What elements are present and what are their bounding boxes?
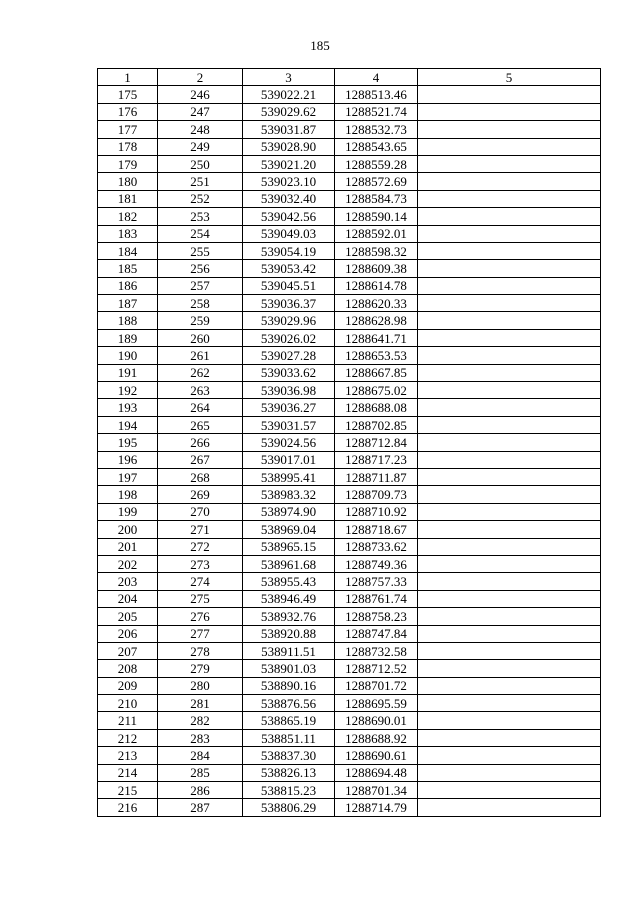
table-cell bbox=[418, 486, 601, 503]
table-cell bbox=[418, 660, 601, 677]
table-row bbox=[98, 590, 601, 607]
table-cell: 177 bbox=[98, 121, 158, 138]
table-cell: 1288712.52 bbox=[335, 660, 418, 677]
table-cell: 184 bbox=[98, 242, 158, 259]
table-cell: 198 bbox=[98, 486, 158, 503]
table-cell: 1288614.78 bbox=[335, 277, 418, 294]
table-cell: 248 bbox=[158, 121, 243, 138]
table-header-row bbox=[98, 69, 601, 86]
table-cell: 1288572.69 bbox=[335, 173, 418, 190]
table-cell: 539031.87 bbox=[243, 121, 335, 138]
table-cell: 181 bbox=[98, 190, 158, 207]
table-cell: 196 bbox=[98, 451, 158, 468]
table-cell: 1288667.85 bbox=[335, 364, 418, 381]
table-cell: 539024.56 bbox=[243, 434, 335, 451]
table-cell: 251 bbox=[158, 173, 243, 190]
table-cell bbox=[418, 747, 601, 764]
table-cell: 539022.21 bbox=[243, 86, 335, 103]
column-header: 5 bbox=[418, 69, 601, 86]
table-cell bbox=[418, 712, 601, 729]
table-cell: 276 bbox=[158, 608, 243, 625]
table-cell: 538815.23 bbox=[243, 782, 335, 799]
table-row bbox=[98, 660, 601, 677]
table-cell: 538955.43 bbox=[243, 573, 335, 590]
table-cell: 285 bbox=[158, 764, 243, 781]
table-cell: 539042.56 bbox=[243, 208, 335, 225]
table-cell: 1288688.92 bbox=[335, 729, 418, 746]
table-cell: 538969.04 bbox=[243, 521, 335, 538]
table-cell: 202 bbox=[98, 555, 158, 572]
table-row bbox=[98, 121, 601, 138]
table-cell: 538851.11 bbox=[243, 729, 335, 746]
table-cell bbox=[418, 347, 601, 364]
table-cell: 1288749.36 bbox=[335, 555, 418, 572]
table-cell: 539028.90 bbox=[243, 138, 335, 155]
table-cell: 1288592.01 bbox=[335, 225, 418, 242]
table-row bbox=[98, 642, 601, 659]
table-cell: 255 bbox=[158, 242, 243, 259]
table-cell bbox=[418, 103, 601, 120]
table-cell: 258 bbox=[158, 295, 243, 312]
table-cell: 284 bbox=[158, 747, 243, 764]
table-cell: 538974.90 bbox=[243, 503, 335, 520]
table-cell: 1288532.73 bbox=[335, 121, 418, 138]
table-cell: 249 bbox=[158, 138, 243, 155]
table-row bbox=[98, 468, 601, 485]
table-row bbox=[98, 712, 601, 729]
table-cell: 203 bbox=[98, 573, 158, 590]
table-row bbox=[98, 225, 601, 242]
table-cell: 206 bbox=[98, 625, 158, 642]
table-cell: 269 bbox=[158, 486, 243, 503]
table-cell: 180 bbox=[98, 173, 158, 190]
table-cell: 538806.29 bbox=[243, 799, 335, 816]
table-cell: 253 bbox=[158, 208, 243, 225]
table-cell: 247 bbox=[158, 103, 243, 120]
table-row bbox=[98, 312, 601, 329]
table-cell: 1288609.38 bbox=[335, 260, 418, 277]
table-row bbox=[98, 86, 601, 103]
table-cell: 539027.28 bbox=[243, 347, 335, 364]
table-cell bbox=[418, 729, 601, 746]
table-row bbox=[98, 277, 601, 294]
table-cell bbox=[418, 329, 601, 346]
table-cell: 539032.40 bbox=[243, 190, 335, 207]
table-row bbox=[98, 190, 601, 207]
table-row bbox=[98, 677, 601, 694]
table-cell bbox=[418, 138, 601, 155]
table-cell: 539036.27 bbox=[243, 399, 335, 416]
table-cell: 207 bbox=[98, 642, 158, 659]
table-cell: 191 bbox=[98, 364, 158, 381]
table-cell: 1288761.74 bbox=[335, 590, 418, 607]
table-cell bbox=[418, 86, 601, 103]
table-cell: 187 bbox=[98, 295, 158, 312]
table-cell: 266 bbox=[158, 434, 243, 451]
table-cell bbox=[418, 538, 601, 555]
table-cell: 539023.10 bbox=[243, 173, 335, 190]
table-cell: 274 bbox=[158, 573, 243, 590]
table-cell: 1288694.48 bbox=[335, 764, 418, 781]
table-cell: 275 bbox=[158, 590, 243, 607]
table-cell: 1288688.08 bbox=[335, 399, 418, 416]
table-cell: 1288712.84 bbox=[335, 434, 418, 451]
table-cell: 279 bbox=[158, 660, 243, 677]
table-cell: 538965.15 bbox=[243, 538, 335, 555]
table-cell: 1288620.33 bbox=[335, 295, 418, 312]
table-cell bbox=[418, 208, 601, 225]
table-cell: 1288717.23 bbox=[335, 451, 418, 468]
table-cell: 256 bbox=[158, 260, 243, 277]
table-cell: 1288513.46 bbox=[335, 86, 418, 103]
table-cell bbox=[418, 764, 601, 781]
table-cell: 1288747.84 bbox=[335, 625, 418, 642]
table-cell: 538876.56 bbox=[243, 695, 335, 712]
table-cell: 1288690.61 bbox=[335, 747, 418, 764]
table-cell: 1288711.87 bbox=[335, 468, 418, 485]
table-row bbox=[98, 399, 601, 416]
table-cell: 538961.68 bbox=[243, 555, 335, 572]
table-row bbox=[98, 503, 601, 520]
table-cell: 175 bbox=[98, 86, 158, 103]
table-row bbox=[98, 625, 601, 642]
table-cell: 1288559.28 bbox=[335, 155, 418, 172]
table-cell bbox=[418, 225, 601, 242]
table-cell: 538983.32 bbox=[243, 486, 335, 503]
table-cell: 538932.76 bbox=[243, 608, 335, 625]
table-cell: 262 bbox=[158, 364, 243, 381]
table-cell: 1288732.58 bbox=[335, 642, 418, 659]
table-row bbox=[98, 364, 601, 381]
table-cell bbox=[418, 677, 601, 694]
page-number: 185 bbox=[310, 38, 330, 53]
table-cell: 280 bbox=[158, 677, 243, 694]
table-cell: 277 bbox=[158, 625, 243, 642]
table-cell bbox=[418, 642, 601, 659]
table-cell: 539036.37 bbox=[243, 295, 335, 312]
table-row bbox=[98, 173, 601, 190]
table-cell: 538920.88 bbox=[243, 625, 335, 642]
table-cell: 265 bbox=[158, 416, 243, 433]
table-cell: 1288675.02 bbox=[335, 382, 418, 399]
table-cell: 200 bbox=[98, 521, 158, 538]
table-row bbox=[98, 138, 601, 155]
table-cell bbox=[418, 416, 601, 433]
table-cell: 539021.20 bbox=[243, 155, 335, 172]
table-cell: 1288733.62 bbox=[335, 538, 418, 555]
table-cell: 197 bbox=[98, 468, 158, 485]
table-cell: 176 bbox=[98, 103, 158, 120]
table-row bbox=[98, 555, 601, 572]
table-row bbox=[98, 486, 601, 503]
table-cell bbox=[418, 173, 601, 190]
table-cell: 261 bbox=[158, 347, 243, 364]
table-cell: 1288590.14 bbox=[335, 208, 418, 225]
table-cell: 287 bbox=[158, 799, 243, 816]
table-cell: 185 bbox=[98, 260, 158, 277]
table-row bbox=[98, 764, 601, 781]
column-header: 3 bbox=[243, 69, 335, 86]
table-row bbox=[98, 521, 601, 538]
table-cell: 1288628.98 bbox=[335, 312, 418, 329]
table-cell: 1288701.72 bbox=[335, 677, 418, 694]
column-header: 2 bbox=[158, 69, 243, 86]
table-cell: 211 bbox=[98, 712, 158, 729]
table-cell: 273 bbox=[158, 555, 243, 572]
table-cell: 204 bbox=[98, 590, 158, 607]
table-cell bbox=[418, 521, 601, 538]
table-cell bbox=[418, 451, 601, 468]
column-header: 4 bbox=[335, 69, 418, 86]
table-cell: 1288757.33 bbox=[335, 573, 418, 590]
table-cell: 259 bbox=[158, 312, 243, 329]
table-row bbox=[98, 782, 601, 799]
table-cell: 539053.42 bbox=[243, 260, 335, 277]
table-row bbox=[98, 451, 601, 468]
table-row bbox=[98, 347, 601, 364]
table-cell: 1288709.73 bbox=[335, 486, 418, 503]
table-cell: 190 bbox=[98, 347, 158, 364]
table-cell bbox=[418, 625, 601, 642]
table-cell: 267 bbox=[158, 451, 243, 468]
table-cell: 216 bbox=[98, 799, 158, 816]
table-cell: 539054.19 bbox=[243, 242, 335, 259]
table-cell: 270 bbox=[158, 503, 243, 520]
table-cell bbox=[418, 573, 601, 590]
table-row bbox=[98, 747, 601, 764]
table-cell bbox=[418, 799, 601, 816]
table-cell: 1288584.73 bbox=[335, 190, 418, 207]
table-row bbox=[98, 695, 601, 712]
table-cell bbox=[418, 260, 601, 277]
table-cell: 215 bbox=[98, 782, 158, 799]
table-cell: 539049.03 bbox=[243, 225, 335, 242]
table-cell: 272 bbox=[158, 538, 243, 555]
table-cell: 1288718.67 bbox=[335, 521, 418, 538]
table-cell: 263 bbox=[158, 382, 243, 399]
table-cell: 201 bbox=[98, 538, 158, 555]
table-cell: 252 bbox=[158, 190, 243, 207]
table-cell: 538911.51 bbox=[243, 642, 335, 659]
table-cell: 282 bbox=[158, 712, 243, 729]
coordinates-table bbox=[97, 68, 601, 817]
table-row bbox=[98, 242, 601, 259]
table-cell bbox=[418, 782, 601, 799]
table-cell: 254 bbox=[158, 225, 243, 242]
table-cell: 539036.98 bbox=[243, 382, 335, 399]
table-row bbox=[98, 295, 601, 312]
table-cell: 539017.01 bbox=[243, 451, 335, 468]
table-cell: 268 bbox=[158, 468, 243, 485]
table-cell bbox=[418, 590, 601, 607]
table-cell: 194 bbox=[98, 416, 158, 433]
table-cell: 179 bbox=[98, 155, 158, 172]
table-cell: 205 bbox=[98, 608, 158, 625]
table-cell: 210 bbox=[98, 695, 158, 712]
table-cell: 264 bbox=[158, 399, 243, 416]
table-cell: 1288758.23 bbox=[335, 608, 418, 625]
table-cell: 539033.62 bbox=[243, 364, 335, 381]
table-cell: 271 bbox=[158, 521, 243, 538]
table-cell: 212 bbox=[98, 729, 158, 746]
table-cell: 1288653.53 bbox=[335, 347, 418, 364]
table-cell: 208 bbox=[98, 660, 158, 677]
table-cell: 195 bbox=[98, 434, 158, 451]
table-cell: 538946.49 bbox=[243, 590, 335, 607]
table-cell bbox=[418, 155, 601, 172]
table-row bbox=[98, 608, 601, 625]
table-cell bbox=[418, 399, 601, 416]
table-row bbox=[98, 155, 601, 172]
table-cell bbox=[418, 608, 601, 625]
table-cell: 183 bbox=[98, 225, 158, 242]
table-cell bbox=[418, 434, 601, 451]
table-cell: 257 bbox=[158, 277, 243, 294]
table-cell: 246 bbox=[158, 86, 243, 103]
table-cell bbox=[418, 295, 601, 312]
table-cell: 192 bbox=[98, 382, 158, 399]
table-cell: 283 bbox=[158, 729, 243, 746]
table-cell: 1288714.79 bbox=[335, 799, 418, 816]
table-cell: 538890.16 bbox=[243, 677, 335, 694]
table-cell: 1288641.71 bbox=[335, 329, 418, 346]
table-body bbox=[98, 86, 601, 816]
table-cell bbox=[418, 190, 601, 207]
table-row bbox=[98, 103, 601, 120]
table-cell: 281 bbox=[158, 695, 243, 712]
table-cell: 250 bbox=[158, 155, 243, 172]
table-cell: 539031.57 bbox=[243, 416, 335, 433]
table-row bbox=[98, 729, 601, 746]
table-cell: 278 bbox=[158, 642, 243, 659]
table-cell bbox=[418, 382, 601, 399]
table-cell: 539026.02 bbox=[243, 329, 335, 346]
table-cell bbox=[418, 121, 601, 138]
table-cell: 286 bbox=[158, 782, 243, 799]
table-cell bbox=[418, 364, 601, 381]
table-cell: 539029.96 bbox=[243, 312, 335, 329]
table-cell: 260 bbox=[158, 329, 243, 346]
table-cell: 539045.51 bbox=[243, 277, 335, 294]
table-row bbox=[98, 799, 601, 816]
table-cell bbox=[418, 555, 601, 572]
table-cell: 1288701.34 bbox=[335, 782, 418, 799]
table-cell: 214 bbox=[98, 764, 158, 781]
table-row bbox=[98, 208, 601, 225]
table-cell: 1288710.92 bbox=[335, 503, 418, 520]
table-cell: 1288695.59 bbox=[335, 695, 418, 712]
table-cell: 182 bbox=[98, 208, 158, 225]
table-cell: 1288702.85 bbox=[335, 416, 418, 433]
table-cell bbox=[418, 468, 601, 485]
table-cell: 189 bbox=[98, 329, 158, 346]
table-cell bbox=[418, 277, 601, 294]
table-cell: 1288543.65 bbox=[335, 138, 418, 155]
table-row bbox=[98, 382, 601, 399]
table-row bbox=[98, 260, 601, 277]
table-cell bbox=[418, 695, 601, 712]
table-cell: 538826.13 bbox=[243, 764, 335, 781]
table-cell: 193 bbox=[98, 399, 158, 416]
table-cell: 538901.03 bbox=[243, 660, 335, 677]
table-cell bbox=[418, 242, 601, 259]
table-row bbox=[98, 416, 601, 433]
table-row bbox=[98, 573, 601, 590]
table-cell: 1288521.74 bbox=[335, 103, 418, 120]
table-cell: 186 bbox=[98, 277, 158, 294]
table-cell: 539029.62 bbox=[243, 103, 335, 120]
table-cell: 538995.41 bbox=[243, 468, 335, 485]
table-row bbox=[98, 329, 601, 346]
table-cell bbox=[418, 503, 601, 520]
table-cell: 213 bbox=[98, 747, 158, 764]
table-cell: 1288690.01 bbox=[335, 712, 418, 729]
table-cell: 188 bbox=[98, 312, 158, 329]
table-cell bbox=[418, 312, 601, 329]
table-row bbox=[98, 538, 601, 555]
table-row bbox=[98, 434, 601, 451]
table-cell: 1288598.32 bbox=[335, 242, 418, 259]
table-cell: 209 bbox=[98, 677, 158, 694]
column-header: 1 bbox=[98, 69, 158, 86]
table-cell: 178 bbox=[98, 138, 158, 155]
table-cell: 538837.30 bbox=[243, 747, 335, 764]
table-cell: 199 bbox=[98, 503, 158, 520]
table-cell: 538865.19 bbox=[243, 712, 335, 729]
